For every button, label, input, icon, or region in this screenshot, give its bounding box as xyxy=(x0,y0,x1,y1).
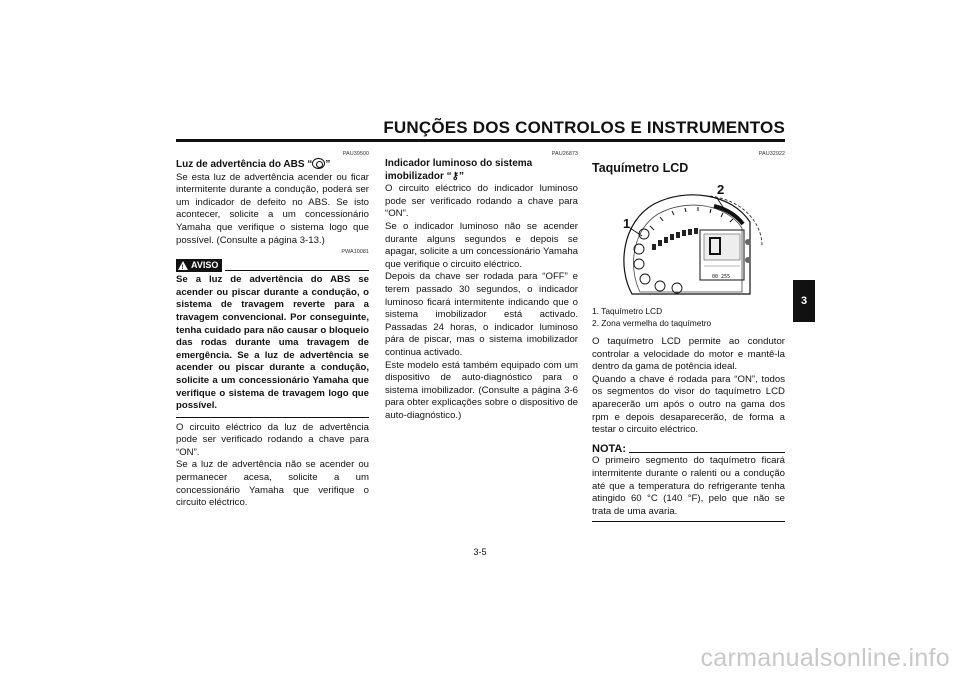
immobilizer-body xyxy=(385,183,578,422)
reference-code: PWA10081 xyxy=(341,249,369,256)
caption-item: 2. Zona vermelha do taquímetro xyxy=(592,317,712,328)
paragraph: Depois da chave ser rodada para “OFF” e terem passado 30 segundos, o indicador luminoso ficará intermitente indicando que o sistema imobilizador está activado. Passadas 24 horas, o indicador luminoso pára de piscar, mas o sistema imobilizador continua activado. xyxy=(385,271,578,358)
warning-rule xyxy=(225,270,369,271)
paragraph: Se esta luz de advertência acender ou ficar intermitente durante a condução, poderá ser um indicador de defeito no ABS. Se isto acontecer, solicite a um concessionário Yamaha que verifique o sistema logo que possível. (Consulte a página 3-13.) xyxy=(176,171,369,246)
warning-end-rule xyxy=(176,417,369,418)
title-quote: ” xyxy=(459,170,464,182)
paragraph: O circuito eléctrico da luz de advertência pode ser verificado rodando a chave para “ON”. xyxy=(176,421,369,458)
chapter-tab: 3 xyxy=(793,280,815,322)
key-icon: ⚷ xyxy=(451,170,459,182)
abs-body-2 xyxy=(176,422,369,510)
reference-code: PAU32922 xyxy=(758,151,785,157)
paragraph: Este modelo está também equipado com um dispositivo de auto-diagnóstico para o sistema imobilizador. (Consulte a página 3-6 para obter explicações sobre o dispositivo de auto-diagnóstico.) xyxy=(385,359,578,421)
paragraph: Se o indicador luminoso não se acender durante alguns segundos e depois se apagar, solicite a um concessionário Yamaha que verifique o circuito eléctrico. xyxy=(385,220,578,270)
note-label: NOTA: xyxy=(592,442,627,455)
warning-text: Se a luz de advertência do ABS se acender ou piscar durante a condução, o sistema de travagem reverte para a travagem convencional. Por conseguinte, tenha cuidado para não causar o bloqueio das rodas durante uma travagem de emergência. Se a luz de advertência se acender ou piscar durante a condução, solicite a um concessionário Yamaha que verifique o sistema de travagem logo que possível. xyxy=(176,274,369,412)
tachometer-body xyxy=(592,336,785,437)
note-rule xyxy=(629,452,785,453)
section-title-tachometer: Taquímetro LCD xyxy=(592,161,689,175)
warning-heading xyxy=(176,259,369,272)
page-number: 3-5 xyxy=(473,547,487,557)
left-column xyxy=(176,150,369,510)
page-title: FUNÇÕES DOS CONTROLOS E INSTRUMENTOS xyxy=(383,118,785,137)
header-rule xyxy=(176,139,785,142)
note-text: O primeiro segmento do taquímetro ficará intermitente durante o ralenti ou a condução até que a temperatura do refrigerante tenha atingido 60 °C (140 °F), pelo que não se trata de uma avaria. xyxy=(592,455,785,517)
abs-body xyxy=(176,172,369,248)
warning-label: AVISO xyxy=(191,260,219,271)
paragraph: O taquímetro LCD permite ao condutor controlar a velocidade do motor e mantê-la dentro da gama de potência ideal. xyxy=(592,336,785,373)
warning-badge xyxy=(176,259,222,272)
paragraph: Se a luz de advertência não se acender ou permanecer acesa, solicite a um concessionário Yamaha que verifique o circuito eléctrico. xyxy=(176,459,369,509)
reference-code: PAU39500 xyxy=(342,151,369,157)
section-title-abs xyxy=(176,158,369,172)
note-end-rule xyxy=(592,521,785,522)
lcd-readout: 00 255 xyxy=(712,274,731,280)
figure-captions xyxy=(592,306,785,329)
paragraph: Quando a chave é rodada para “ON”, todos os segmentos do visor do taquímetro LCD aparecerão um após o outro na gama dos rpm e depois desaparecerão, de forma a testar o circuito eléctrico. xyxy=(592,373,785,436)
caption-item: 1. Taquímetro LCD xyxy=(592,306,663,316)
title-text: Indicador luminoso do sistema imobilizador “ xyxy=(385,158,533,182)
middle-column xyxy=(385,150,578,422)
tachometer-illustration xyxy=(592,182,785,302)
callout-2: 2 xyxy=(717,182,725,197)
watermark: carmanualsonline.info xyxy=(700,644,950,672)
title-text: Luz de advertência do ABS “ xyxy=(176,159,313,170)
section-title-immobilizer xyxy=(385,158,578,183)
tachometer-drawing xyxy=(592,182,785,302)
paragraph: O circuito eléctrico do indicador luminoso pode ser verificado rodando a chave para “ON”. xyxy=(385,183,578,220)
note-heading xyxy=(592,443,785,456)
warning-triangle-icon: ! xyxy=(178,261,188,270)
title-quote: ” xyxy=(325,159,331,170)
abs-icon xyxy=(312,158,325,169)
right-column xyxy=(592,150,785,526)
reference-code: PAU26873 xyxy=(551,151,578,157)
callout-1: 1 xyxy=(623,216,631,231)
